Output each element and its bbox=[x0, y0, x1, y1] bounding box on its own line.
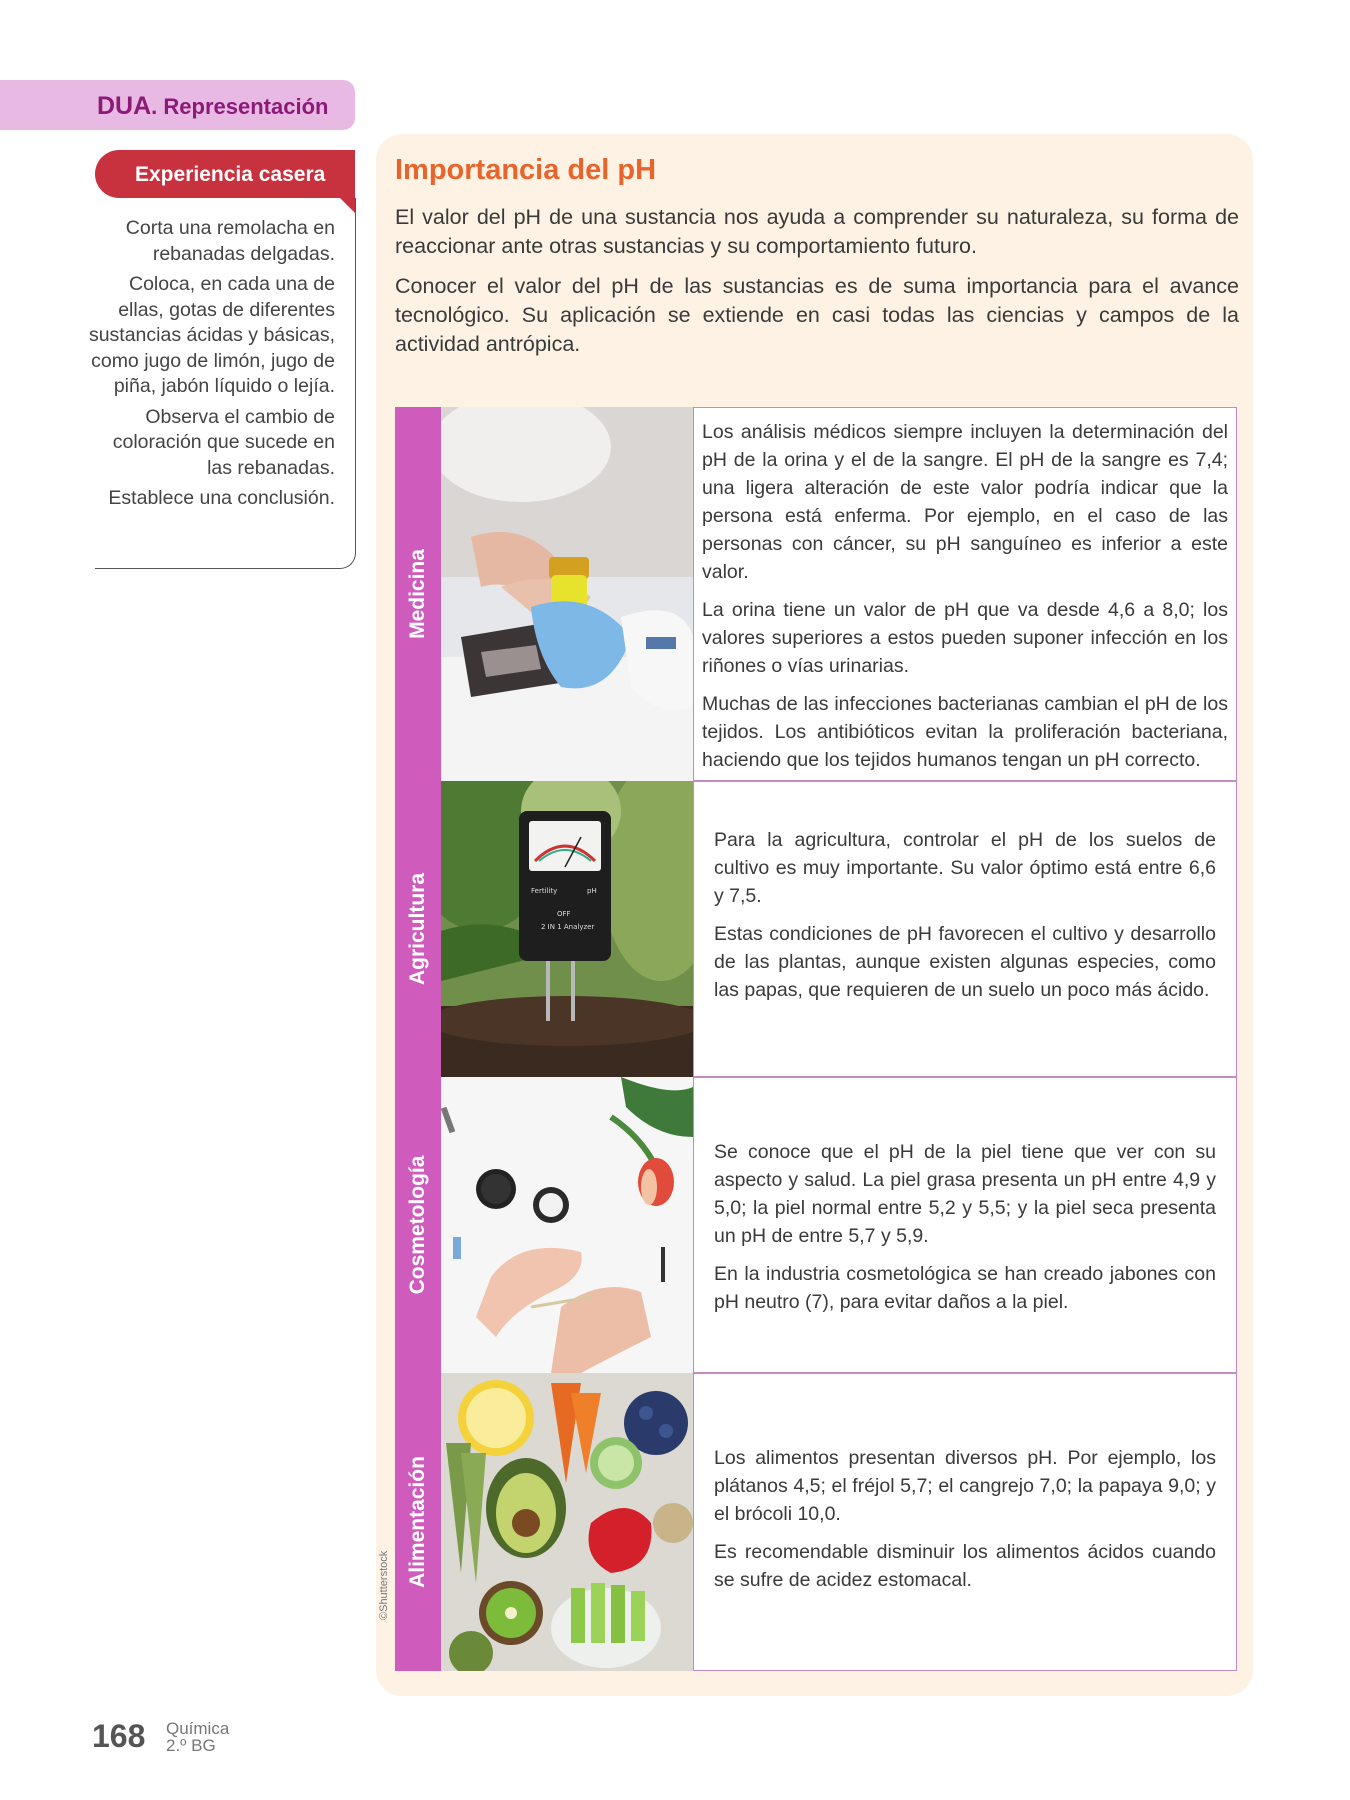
row-label-box bbox=[395, 1077, 441, 1373]
subject-label bbox=[166, 1720, 229, 1754]
row-label: Agricultura bbox=[406, 872, 429, 986]
table-row-alimentacion bbox=[395, 1373, 1237, 1671]
row-paragraph: Se conoce que el pH de la piel tiene que ver con su aspecto y salud. La piel grasa presenta un pH entre 4,9 y 5,0; la piel normal entre 5,2 y 5,5; y la piel seca presenta un pH de entre 5,7 y 5,9. bbox=[714, 1141, 1216, 1247]
intro-paragraph: El valor del pH de una sustancia nos ayuda a comprender su naturaleza, su forma de reaccionar ante otras sustancias y su comportamiento futuro. bbox=[395, 205, 1239, 258]
row-paragraph: Los análisis médicos siempre incluyen la determinación del pH de la orina y el de la sangre. El pH de la sangre es 7,4; una ligera alteración de este valor podría indicar que la persona está enferma. Por ejemplo, en el caso de las personas con cáncer, su pH sanguíneo es inferior a este valor. bbox=[702, 421, 1228, 583]
row-paragraph: En la industria cosmetológica se han creado jabones con pH neutro (7), para evitar daños a la piel. bbox=[714, 1263, 1216, 1313]
row-paragraph: Es recomendable disminuir los alimentos ácidos cuando se sufre de acidez estomacal. bbox=[714, 1541, 1216, 1591]
intro-paragraph: Conocer el valor del pH de las sustancias es de suma importancia para el avance tecnológico. Su aplicación se extiende en casi todas las ciencias y campos de la actividad antrópica. bbox=[395, 274, 1239, 356]
soil-ph-meter-photo bbox=[441, 781, 693, 1077]
row-label: Medicina bbox=[406, 549, 429, 639]
row-label-box bbox=[395, 781, 441, 1077]
row-label: Alimentación bbox=[406, 1456, 429, 1588]
applications-table bbox=[395, 407, 1237, 1671]
row-label-box bbox=[395, 407, 441, 781]
row-text-box bbox=[693, 1373, 1237, 1671]
row-text-box bbox=[693, 407, 1237, 781]
dua-tab bbox=[0, 80, 355, 130]
meter-text-off: OFF bbox=[557, 910, 571, 918]
sidebar-title: Experiencia casera bbox=[135, 163, 326, 186]
photo-credit: ©Shutterstock bbox=[378, 1550, 390, 1620]
table-row-medicina bbox=[395, 407, 1237, 781]
dua-label-rest: . Representación bbox=[151, 94, 329, 119]
intro-text bbox=[395, 203, 1239, 370]
row-paragraph: Los alimentos presentan diversos pH. Por ejemplo, los plátanos 4,5; el fréjol 5,7; el cangrejo 7,0; la papaya 9,0; y el brócoli 10,0. bbox=[714, 1447, 1216, 1525]
meter-text-analyzer: 2 IN 1 Analyzer bbox=[541, 923, 595, 931]
table-row-cosmetologia bbox=[395, 1077, 1237, 1373]
main-title: Importancia del pH bbox=[395, 154, 657, 186]
row-label: Cosmetología bbox=[406, 1155, 429, 1295]
dua-label bbox=[97, 92, 328, 121]
row-paragraph: Para la agricultura, controlar el pH de los suelos de cultivo es muy importante. Su valor óptimo está entre 6,6 y 7,5. bbox=[714, 829, 1216, 907]
sidebar-paragraph: Establece una conclusión. bbox=[108, 487, 335, 509]
row-text-box bbox=[693, 781, 1237, 1077]
dua-label-strong: DUA bbox=[97, 92, 152, 120]
row-paragraph: Estas condiciones de pH favorecen el cultivo y desarrollo de las plantas, aunque existen algunas especies, como las papas, que requieren de un suelo un poco más ácido. bbox=[714, 923, 1216, 1001]
grade-label: 2.º BG bbox=[166, 1736, 216, 1755]
meter-text-fertility: Fertility bbox=[531, 887, 558, 895]
table-row-agricultura bbox=[395, 781, 1237, 1077]
cosmetics-photo bbox=[441, 1077, 693, 1373]
sidebar-title-tab bbox=[95, 150, 355, 198]
row-label-box bbox=[395, 1373, 441, 1671]
subject-name: Química bbox=[166, 1719, 230, 1738]
meter-text-ph: pH bbox=[587, 887, 597, 895]
sidebar-paragraph: Observa el cambio de coloración que sucede en las rebanadas. bbox=[112, 405, 335, 479]
row-paragraph: La orina tiene un valor de pH que va desde 4,6 a 8,0; los valores superiores a estos pueden suponer infección en los riñones o vías urinarias. bbox=[702, 599, 1228, 677]
row-paragraph: Muchas de las infecciones bacterianas cambian el pH de los tejidos. Los antibióticos evitan la proliferación bacteriana, haciendo que los tejidos humanos tengan un pH correcto. bbox=[702, 693, 1228, 771]
page-number: 168 bbox=[92, 1718, 146, 1754]
sidebar-text bbox=[85, 216, 335, 517]
food-vegetables-photo bbox=[441, 1373, 693, 1671]
medical-sample-photo bbox=[441, 407, 693, 781]
sidebar-box bbox=[88, 198, 356, 569]
sidebar-paragraph: Corta una remolacha en rebanadas delgadas. bbox=[125, 217, 335, 265]
sidebar-paragraph: Coloca, en cada una de ellas, gotas de diferentes sustancias ácidas y básicas, como jugo de limón, jugo de piña, jabón líquido o lejía. bbox=[88, 273, 335, 397]
row-text-box bbox=[693, 1077, 1237, 1373]
